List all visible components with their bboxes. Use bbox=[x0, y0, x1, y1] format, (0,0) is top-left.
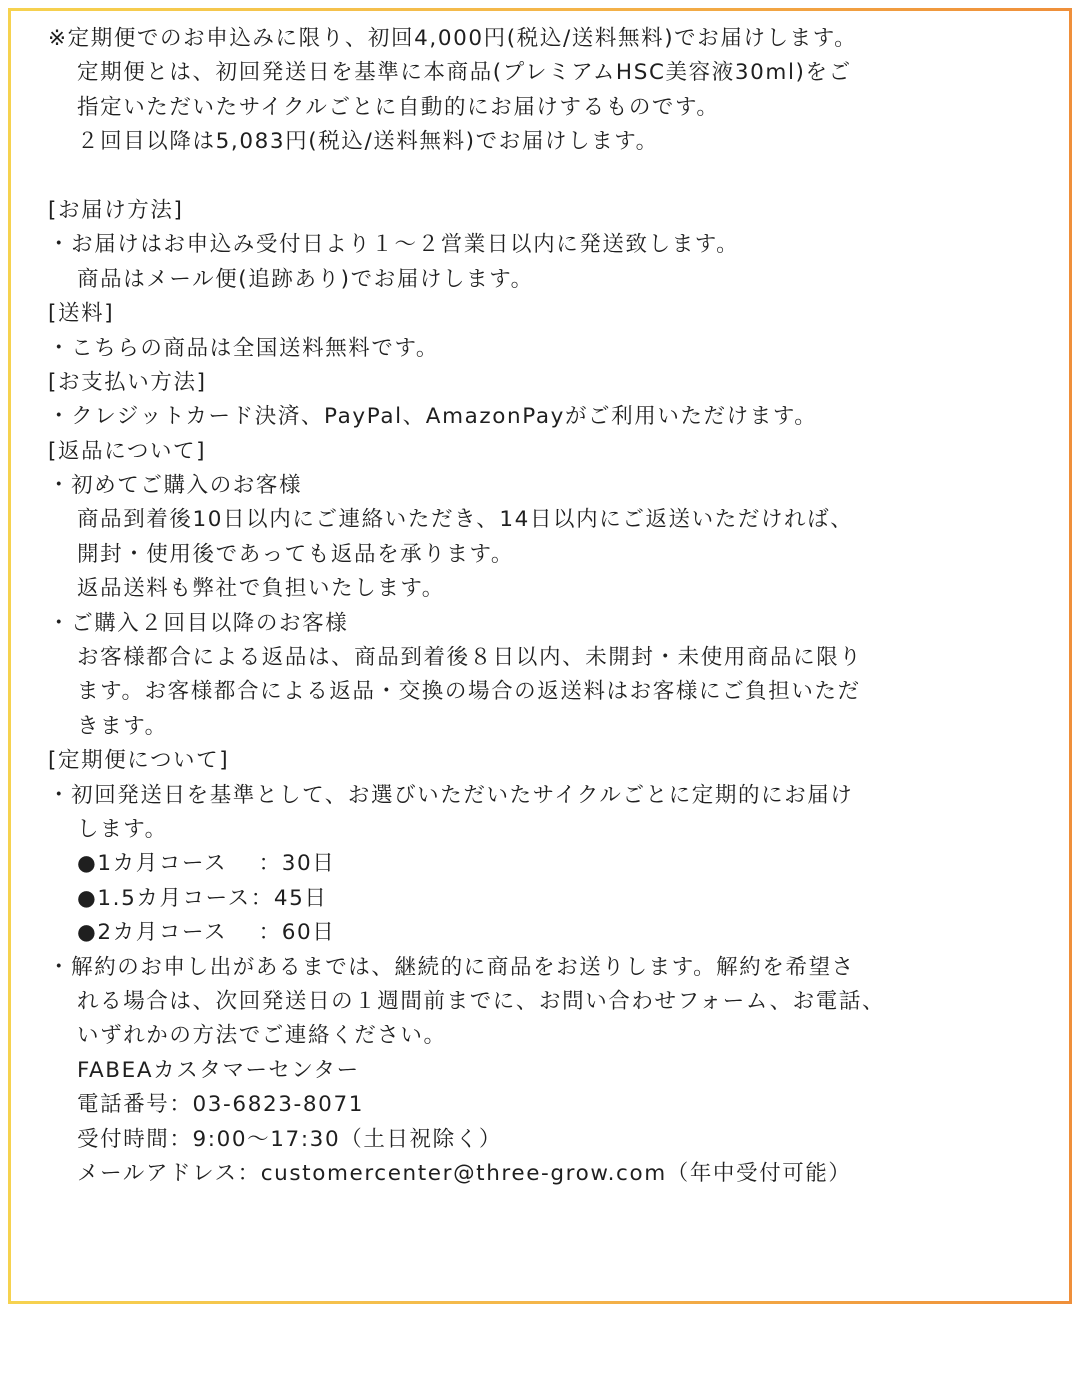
payment-line: ・クレジットカード決済、PayPal、AmazonPayがご利用いただけます。 bbox=[48, 404, 818, 430]
returns-first-title: ・初めてご購入のお客様 bbox=[48, 473, 303, 499]
cancel-line: れる場合は、次回発送日の１週間前までに、お問い合わせフォーム、お電話、 bbox=[77, 988, 886, 1014]
customer-center-phone: 電話番号：03-6823-8071 bbox=[77, 1092, 365, 1118]
delivery-line: 商品はメール便(追跡あり)でお届けします。 bbox=[77, 266, 534, 292]
returns-repeat-line: お客様都合による返品は、商品到着後８日以内、未開封・未使用商品に限り bbox=[77, 645, 863, 671]
shipping-line: ・こちらの商品は全国送料無料です。 bbox=[48, 335, 439, 361]
course-item: ●1カ月コース ：30日 bbox=[77, 851, 336, 877]
section-heading-shipping: [送料] bbox=[48, 301, 115, 327]
customer-center-hours: 受付時間：9:00～17:30（土日祝除く） bbox=[77, 1126, 502, 1152]
delivery-line: ・お届けはお申込み受付日より１～２営業日以内に発送致します。 bbox=[48, 232, 740, 258]
notice-line: 指定いただいたサイクルごとに自動的にお届けするものです。 bbox=[77, 94, 720, 120]
course-item: ●2カ月コース ：60日 bbox=[77, 920, 336, 946]
customer-center-name: FABEAカスタマーセンター bbox=[77, 1057, 360, 1083]
subscription-intro-line: ・初回発送日を基準として、お選びいただいたサイクルごとに定期的にお届け bbox=[48, 782, 854, 808]
customer-center-email: メールアドレス：customercenter@three-grow.com（年中受付可能） bbox=[77, 1160, 852, 1186]
course-item: ●1.5カ月コース：45日 bbox=[77, 885, 328, 911]
returns-repeat-line: きます。 bbox=[77, 713, 168, 739]
returns-first-line: 商品到着後10日以内にご連絡いただき、14日以内にご返送いただければ、 bbox=[77, 507, 854, 533]
returns-first-line: 返品送料も弊社で負担いたします。 bbox=[77, 576, 445, 602]
blank-line bbox=[48, 160, 1048, 194]
section-heading-payment: [お支払い方法] bbox=[48, 369, 207, 395]
cancel-line: ・解約のお申し出があるまでは、継続的に商品をお送りします。解約を希望さ bbox=[48, 954, 855, 980]
subscription-intro-line: します。 bbox=[77, 816, 168, 842]
terms-document bbox=[48, 22, 1048, 1191]
notice-line: 定期便とは、初回発送日を基準に本商品(プレミアムHSC美容液30ml)をご bbox=[77, 60, 852, 86]
section-heading-delivery: [お届け方法] bbox=[48, 197, 184, 223]
returns-repeat-line: ます。お客様都合による返品・交換の場合の返送料はお客様にご負担いただ bbox=[77, 679, 861, 705]
cancel-line: いずれかの方法でご連絡ください。 bbox=[77, 1023, 447, 1049]
notice-line: ※定期便でのお申込みに限り、初回4,000円(税込/送料無料)でお届けします。 bbox=[48, 26, 858, 51]
returns-first-line: 開封・使用後であっても返品を承ります。 bbox=[77, 541, 514, 567]
section-heading-subscription: [定期便について] bbox=[48, 748, 230, 774]
returns-repeat-title: ・ご購入２回目以降のお客様 bbox=[48, 610, 349, 636]
notice-line: ２回目以降は5,083円(税込/送料無料)でお届けします。 bbox=[77, 129, 659, 155]
section-heading-returns: [返品について] bbox=[48, 438, 207, 464]
